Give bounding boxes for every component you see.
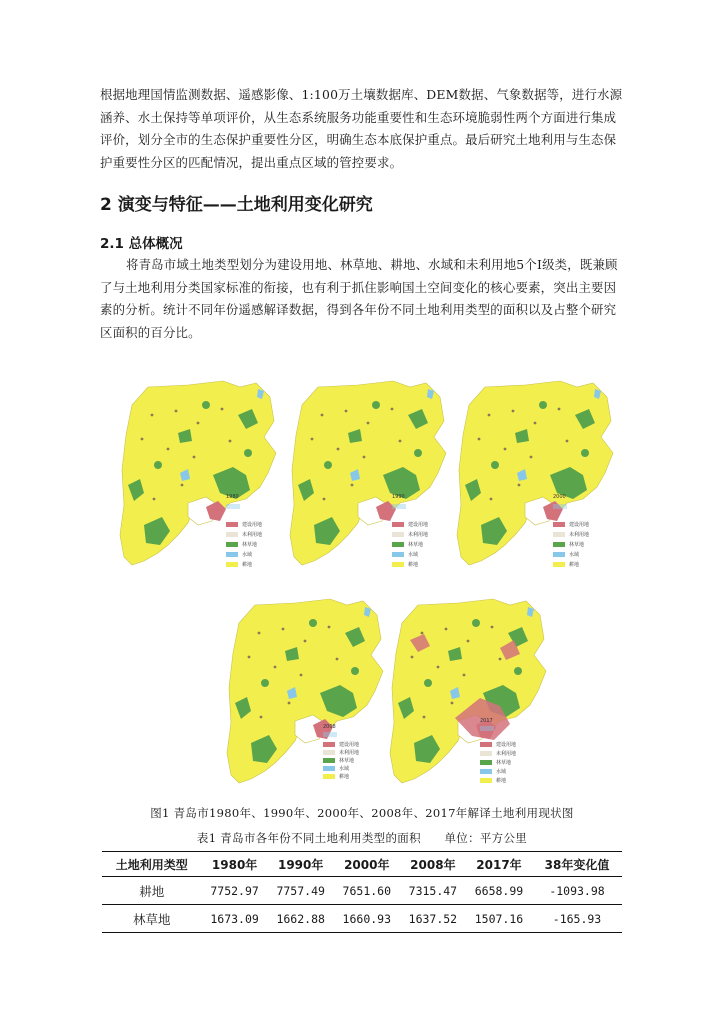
svg-text:耕地: 耕地 [408, 562, 419, 568]
table-cell: 7757.49 [268, 877, 334, 905]
map-1990 [290, 381, 446, 568]
table-cell: -1093.98 [532, 877, 622, 905]
map-year-label: 1980 [226, 494, 239, 500]
svg-text:水域: 水域 [569, 552, 580, 558]
table-cell: 1660.93 [334, 905, 400, 933]
svg-text:未利用地: 未利用地 [242, 532, 263, 538]
intro-paragraph: 根据地理国情监测数据、遥感影像、1:100万土壤数据库、DEM数据、气象数据等，进行水源涵养、水土保持等单项评价，从生态系统服务功能重要性和生态环境脆弱性两个方面进行集成评价，划分全市的生态保护重要性分区，明确生态本底保护重点。最后研究土地利用与生态保护重要性分区的匹配情况，提出重点区域的管控要求。 [100, 87, 623, 170]
svg-text:林草地: 林草地 [242, 542, 258, 548]
map-2000 [457, 381, 613, 568]
svg-text:未利用地: 未利用地 [569, 532, 590, 538]
table-cell: 7651.60 [334, 877, 400, 905]
svg-text:耕地: 耕地 [242, 562, 253, 568]
table-cell: 耕地 [102, 877, 202, 905]
table-header-cell: 38年变化值 [532, 852, 622, 877]
svg-text:林草地: 林草地 [569, 542, 585, 548]
table-row [102, 877, 622, 905]
table-header-cell: 土地利用类型 [102, 852, 202, 877]
svg-text:未利用地: 未利用地 [339, 750, 360, 756]
svg-text:建设用地: 建设用地 [408, 522, 429, 528]
map-2017 [390, 599, 546, 784]
svg-text:水域: 水域 [496, 769, 507, 775]
table-header-cell: 1980年 [202, 852, 268, 877]
map-year-label: 2017 [480, 718, 493, 724]
svg-text:未利用地: 未利用地 [408, 532, 429, 538]
table-cell: 1673.09 [202, 905, 268, 933]
svg-text:建设用地: 建设用地 [569, 522, 590, 528]
table-header-cell: 2000年 [334, 852, 400, 877]
table-header-cell: 1990年 [268, 852, 334, 877]
table-cell: 1507.16 [466, 905, 532, 933]
svg-text:林草地: 林草地 [496, 760, 512, 766]
table-cell: 7752.97 [202, 877, 268, 905]
table-cell: 6658.99 [466, 877, 532, 905]
map-2008 [227, 599, 383, 783]
table-cell: -165.93 [532, 905, 622, 933]
table-header-cell: 2017年 [466, 852, 532, 877]
table-cell: 1637.52 [400, 905, 466, 933]
svg-text:未利用地: 未利用地 [496, 751, 517, 757]
svg-text:林草地: 林草地 [339, 758, 355, 764]
svg-text:建设用地: 建设用地 [242, 522, 263, 528]
table-cell: 1662.88 [268, 905, 334, 933]
svg-text:建设用地: 建设用地 [496, 742, 517, 748]
table-header-row [102, 852, 622, 877]
table-caption: 表1 青岛市各年份不同土地利用类型的面积 单位：平方公里 [196, 831, 528, 845]
svg-text:耕地: 耕地 [339, 774, 350, 780]
map-1980 [120, 381, 276, 568]
svg-text:水域: 水域 [408, 552, 419, 558]
figure-caption: 图1 青岛市1980年、1990年、2000年、2008年、2017年解译土地利用现状图 [150, 806, 574, 820]
subsection-heading: 2.1 总体概况 [100, 236, 183, 252]
table-cell: 7315.47 [400, 877, 466, 905]
table-row [102, 905, 622, 933]
svg-text:耕地: 耕地 [496, 778, 507, 784]
map-year-label: 1990 [392, 494, 405, 500]
table-cell: 林草地 [102, 905, 202, 933]
land-use-area-table [102, 851, 622, 933]
svg-text:林草地: 林草地 [408, 542, 424, 548]
svg-text:建设用地: 建设用地 [339, 742, 360, 748]
table-header-cell: 2008年 [400, 852, 466, 877]
body-paragraph: 将青岛市域土地类型划分为建设用地、林草地、耕地、水域和未利用地5个Ⅰ级类，既兼顾了与土地利用分类国家标准的衔接，也有利于抓住影响国土空间变化的核心要素，突出主要因素的分析。统计不同年份遥感解译数据，得到各年份不同土地利用类型的面积以及占整个研究区面积的百分比。 [100, 257, 618, 340]
map-year-label: 2008 [323, 724, 336, 730]
map-year-label: 2000 [553, 494, 566, 500]
svg-text:水域: 水域 [339, 766, 350, 772]
section-heading: 2 演变与特征——土地利用变化研究 [100, 195, 373, 215]
svg-text:水域: 水域 [242, 552, 253, 558]
svg-text:耕地: 耕地 [569, 562, 580, 568]
